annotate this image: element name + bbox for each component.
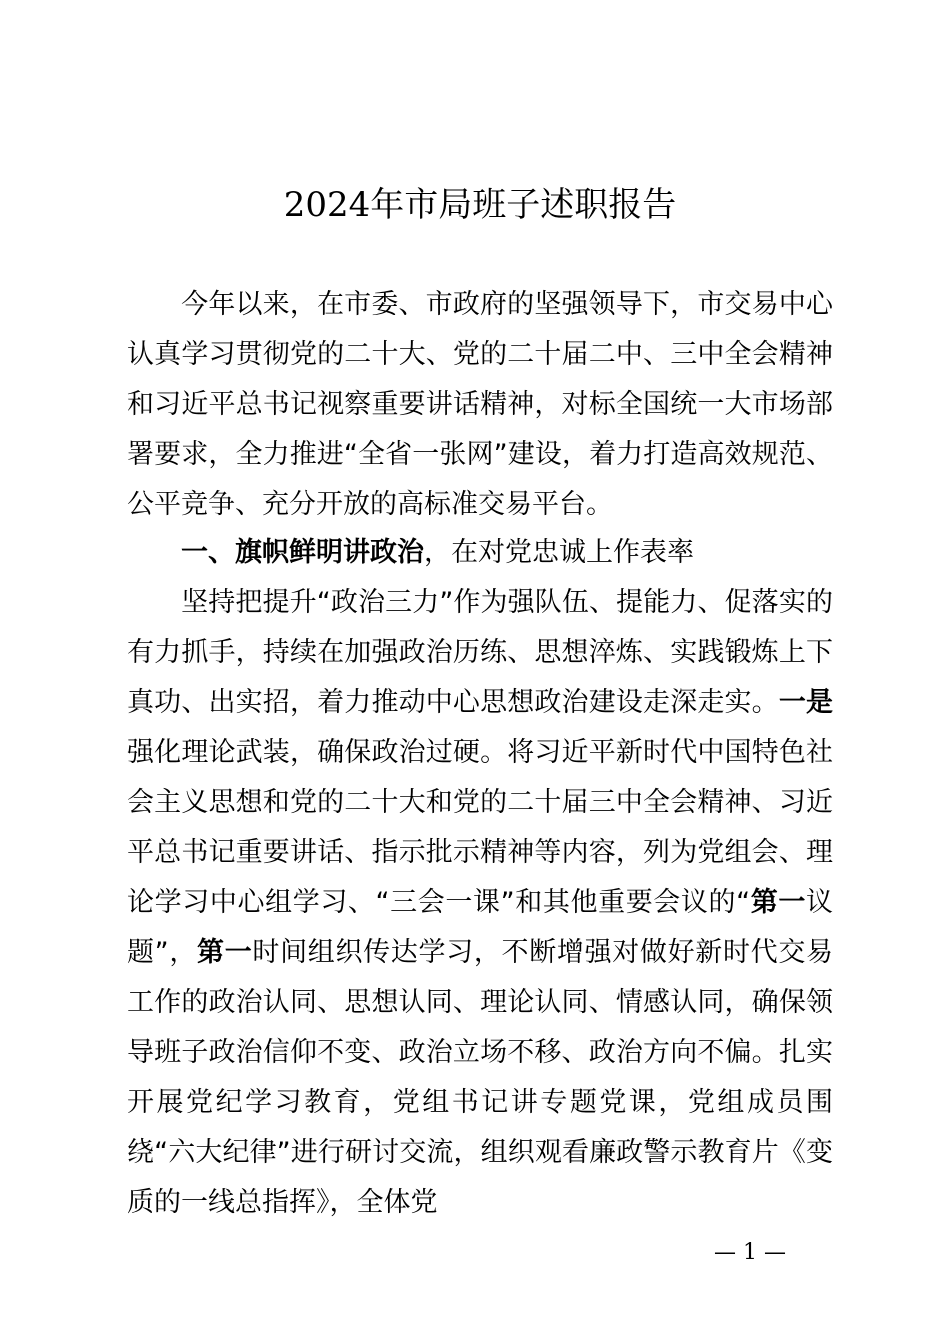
section-1-text-g: 时间组织传达学习，不断增强对做好新时代交易工作的政治认同、思想认同、理论认同、情感认同，确保领导班子政治信仰不变、政治立场不移、政治方向不偏。扎实开展党纪学习教育，党组书记讲专题党课，党组成员围绕“六大纪律”进行研讨交流，组织观看廉政警示教育片《变质的一线总指挥》，全体党 — [127, 937, 834, 1218]
section-1-emphasis-diyi-1: 第一 — [750, 887, 807, 918]
section-1-heading-prefix: 一、旗帜鲜明讲政治 — [181, 537, 424, 568]
section-1-heading-suffix: ，在对党忠诚上作表率 — [424, 537, 694, 568]
section-1-heading — [127, 528, 833, 578]
section-1-paragraph — [127, 578, 833, 1228]
section-1-text-e: 议题”， — [127, 887, 834, 968]
section-1-text-c: 强化理论武装，确保政治过硬。将习近平新时代中国特色社会主义思想和党的二十大和党的二十届三中全会精神、习近平总书记重要讲话、指示批示精神等内容，列为党组会、理论学习中心组学习、“三会一课”和其他重要会议的“ — [127, 737, 833, 918]
section-1-text-a: 坚持把提升“政治三力”作为强队伍、提能力、促落实的有力抓手，持续在加强政治历练、思想淬炼、实践锻炼上下真功、出实招，着力推动中心思想政治建设走深走实。 — [127, 587, 833, 718]
section-1-emphasis-diyi-2: 第一 — [197, 937, 253, 968]
document-title: 2024年市局班子述职报告 — [283, 185, 677, 225]
intro-paragraph-text: 今年以来，在市委、市政府的坚强领导下，市交易中心认真学习贯彻党的二十大、党的二十届二中、三中全会精神和习近平总书记视察重要讲话精神，对标全国统一大市场部署要求，全力推进“全省一张网”建设，着力打造高效规范、公平竞争、充分开放的高标准交易平台。 — [127, 289, 833, 520]
section-1-emphasis-yishi: 一是 — [778, 687, 834, 718]
intro-paragraph — [127, 280, 833, 530]
page-number: — 1 — — [714, 1240, 786, 1265]
